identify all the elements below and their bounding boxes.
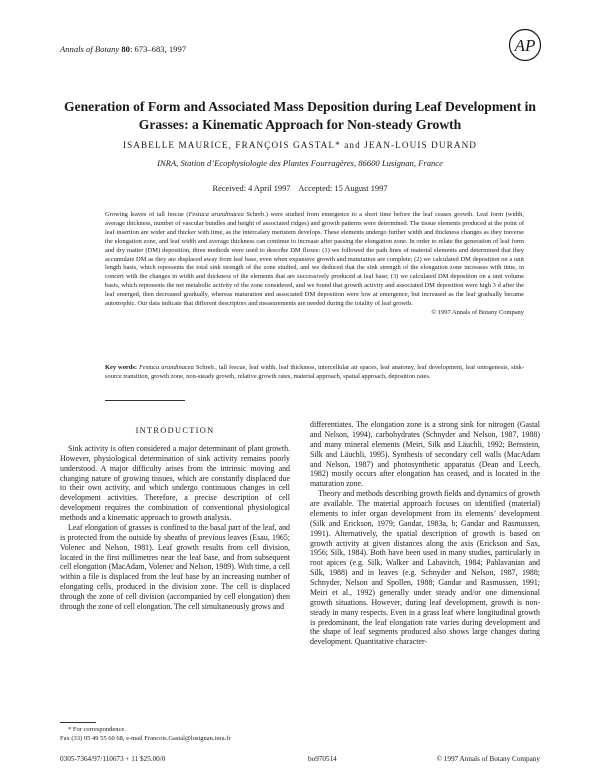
abstract-text-start: Growing leaves of tall fescue (	[105, 211, 189, 218]
section-divider	[105, 400, 185, 401]
right-column	[310, 420, 540, 647]
journal-volume: 80	[121, 44, 130, 54]
journal-name: Annals of Botany	[60, 44, 120, 54]
journal-citation	[60, 44, 186, 54]
abstract	[105, 211, 524, 318]
right-paragraph-1: differentiates. The elongation zone is a strong sink for nitrogen (Gastal and Nelson, 1994), carbohydrates (Schnyder and Nelson, 1987, 1988) and many mineral elements (Meiri, Silk and Läuchli, 1992; Bernstein, Silk and Läuchli, 1995). Synthesis of secondary cell walls (MacAdam and Nelson, 1987) and photosynthetic apparatus (Dean and Leech, 1982) mostly occurs after elongation has ceased, and is located in the maturation zone.	[310, 420, 540, 489]
title-line-2: Grasses: a Kinematic Approach for Non-steady Growth	[138, 117, 462, 132]
article-title	[40, 98, 560, 134]
right-paragraph-2: Theory and methods describing growth fields and dynamics of growth are available. The material approach focuses on identified (material) elements to infer organ development from its elements’ development (Silk and Erickson, 1979; Gandar, 1983a, b; Gandar and Rasmussen, 1991). Alternatively, the spatial description of growth is based on growth activity at given distances along the axis (Erickson and Sax, 1956; Silk, 1984). Both have been used in many studies, particularly in root apices (e.g. Silk, Walker and Labavitch, 1984; Pahlavanian and Silk, 1988) and in leaves (e.g. Schnyder and Nelson, 1987, 1988; Schnyder, Nelson and Spollen, 1988; Gandar and Rasmussen, 1991; Meiri et al., 1992) generally under steady and/or one dimensional growth situations. However, during leaf development, growth is non-steady in many respects. Even in a grass leaf where longitudinal growth is predominant, the leaf elongation rate varies during development and the shape of leaf segments produced also shows large changes during development. Quantitative character-	[310, 489, 540, 647]
received-accepted-dates: Received: 4 April 1997 Accepted: 15 August 1997	[212, 184, 388, 193]
introduction-heading: INTRODUCTION	[135, 426, 215, 435]
title-line-1: Generation of Form and Associated Mass Deposition during Leaf Development in	[64, 99, 536, 114]
keywords-text: Schreb., tall fescue, leaf width, leaf thickness, intercellular air spaces, leaf anatomy, leaf development, leaf ontogenesis, sink-source transition, growth zone, non-steady growth, relative growth rates, material approach, spatial approach, deposition rates.	[105, 364, 525, 380]
correspondence-footnote	[60, 722, 310, 743]
abstract-text-body: Schreb.) were studied from emergence to a short time before the leaf ceases growth. Leaf form (width, average thickness, number of vascular bundles and height of associated ridges) and growth patterns were determined. The tissue elements produced at the point of leaf insertion are wider and thicker with time, as the intercalary meristem develops. These elements undergo further width and thickness changes as they traverse the elongation zone, and leaf width and average thickness can continue to increase after passing the elongation zone. In order to relate the generation of leaf form and dry matter (DM) deposition, three methods were used to describe DM fluxes: (1) we followed the path lines of material elements and determined that they accumulate DM as they are displaced away from leaf base, even when expansive growth and maturation are complete; (2) we calculated DM deposition on a unit length basis, which represents the total sink strength of the zone studied, and we deduced that the sink strength of the elongation zone increases with time, in concert with the changes in width and thickness of the elements that are successively produced at leaf base; (3) we calculated DM deposition on a unit volume basis, which represents the net metabolic activity of the zone considered, and we found that growth activity and associated DM deposition were high 3 d after the leaf emerged, then decreased gradually, whereas maturation and associated DM deposition were low at emergence, but increased as the leaf gradually became autotrophic. Our data indicate that different descriptors and measurements are needed during the totality of leaf growth.	[105, 211, 524, 308]
affiliation: INRA, Station d’Ecophysiologie des Plantes Fourragères, 86600 Lusignan, France	[157, 158, 443, 168]
svg-text:AP: AP	[514, 36, 536, 55]
footer-issn: 0305-7364/97/110673 + 11 $25.00/0	[60, 755, 166, 763]
footnote-line-1: * For correspondence.	[68, 726, 126, 733]
keywords-label: Key words:	[105, 364, 137, 371]
journal-pages: : 673–683, 1997	[129, 44, 187, 54]
footnote-rule	[60, 722, 96, 723]
footnote-line-2: Fax (33) 05 49 55 60 68, e-mail Francois.Gastal@lusignan.inra.fr	[60, 734, 231, 742]
left-column	[60, 420, 290, 612]
abstract-species: Festuca arundinacea	[188, 211, 244, 218]
footer-copyright: © 1997 Annals of Botany Company	[436, 755, 540, 763]
intro-paragraph-2: Leaf elongation of grasses is confined to the basal part of the leaf, and is protected from the outside by sheaths of previous leaves (Esau, 1965; Volenec and Nelson, 1981). Leaf growth results from cell division, located in the first millimetres near the leaf base, and from subsequent cell elongation (MacAdam, Volenec and Nelson, 1989). With time, a cell within a file is displaced from the leaf base by an increasing number of elongating cells, produced in the division zone. The cell is displaced through the zone of cell division (accompanied by cell elongation) then through the zone of cell elongation. The cell simultaneously grows and	[60, 522, 290, 611]
abstract-copyright: © 1997 Annals of Botany Company	[431, 308, 524, 316]
keywords-species: Festuca arundinacea	[138, 364, 194, 371]
keywords	[105, 364, 524, 382]
footer-article-code: bo970514	[308, 755, 337, 763]
publisher-logo-icon	[508, 28, 542, 62]
intro-paragraph-1: Sink activity is often considered a major determinant of plant growth. However, physiological determination of sink activity remains poorly understood. A major difficulty arises from the intrinsic moving and changing nature of growing tissues, which are constantly displaced due to their own activity, and which undergo continuous changes in cell development activities. Therefore, a precise description of cell development requires the combination of conventional physiological methods and a kinematic approach to growth analysis.	[60, 443, 290, 522]
author-list: ISABELLE MAURICE, FRANÇOIS GASTAL* and JEAN-LOUIS DURAND	[122, 140, 478, 150]
